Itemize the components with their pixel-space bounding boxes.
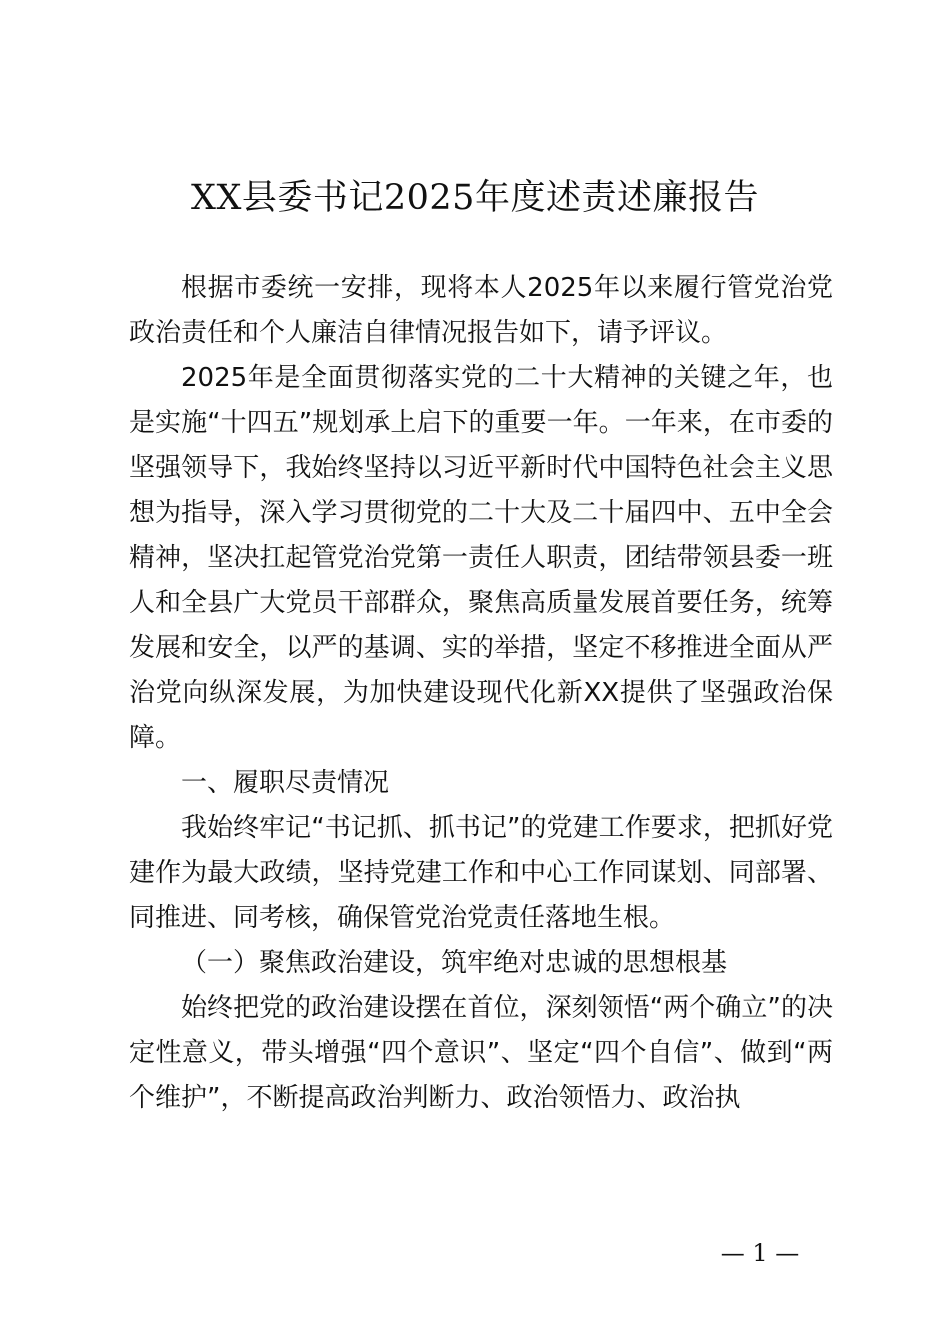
overview-paragraph: 2025年是全面贯彻落实党的二十大精神的关键之年，也是实施“十四五”规划承上启下的重要一年。一年来，在市委的坚强领导下，我始终坚持以习近平新时代中国特色社会主义思想为指导，深入学习贯彻党的二十大及二十届四中、五中全会精神，坚决扛起管党治党第一责任人职责，团结带领县委一班人和全县广大党员干部群众，聚焦高质量发展首要任务，统筹发展和安全，以严的基调、实的举措，坚定不移推进全面从严治党向纵深发展，为加快建设现代化新XX提供了坚强政治保障。 — [129, 363, 833, 753]
page-number: — 1 — — [720, 1239, 800, 1267]
subsection-heading: （一）聚焦政治建设，筑牢绝对忠诚的思想根基 — [181, 948, 728, 978]
section-heading: 一、履职尽责情况 — [181, 768, 390, 798]
subsection-paragraph: 始终把党的政治建设摆在首位，深刻领悟“两个确立”的决定性意义，带头增强“四个意识”、坚定“四个自信”、做到“两个维护”，不断提高政治判断力、政治领悟力、政治执 — [129, 993, 833, 1113]
intro-paragraph: 根据市委统一安排，现将本人2025年以来履行管党治党政治责任和个人廉洁自律情况报告如下，请予评议。 — [129, 273, 833, 348]
document-body — [129, 266, 833, 1121]
section-paragraph: 我始终牢记“书记抓、抓书记”的党建工作要求，把抓好党建作为最大政绩，坚持党建工作和中心工作同谋划、同部署、同推进、同考核，确保管党治党责任落地生根。 — [129, 813, 833, 933]
document-title: XX县委书记2025年度述责述廉报告 — [191, 178, 759, 218]
